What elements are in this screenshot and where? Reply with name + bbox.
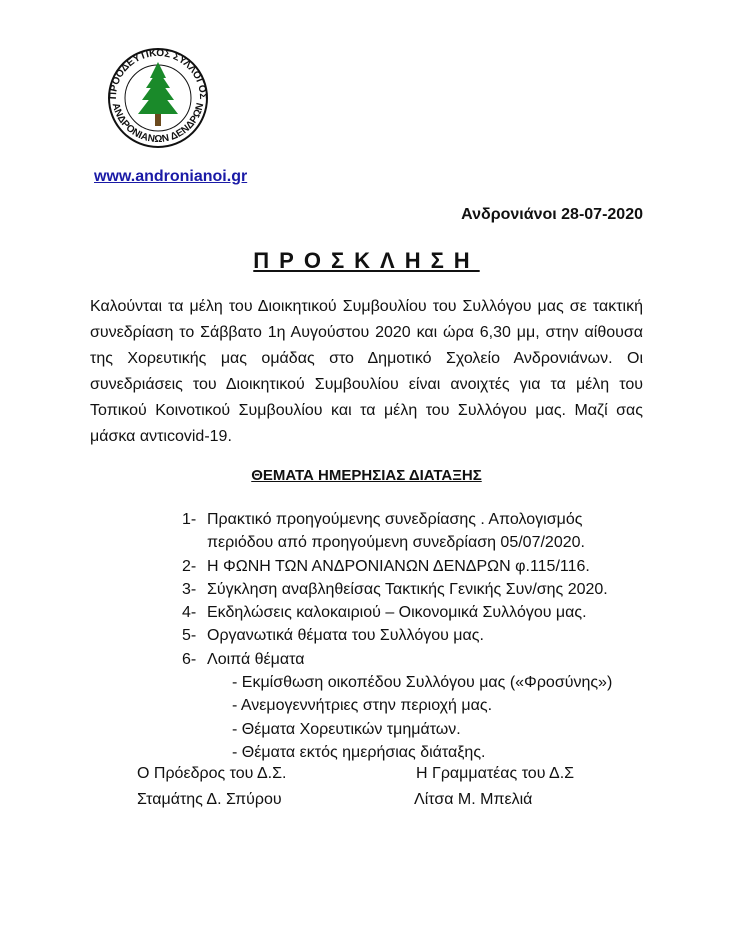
agenda-item-number: 5- [182, 627, 197, 645]
agenda-item-continuation: περιόδου από προηγούμενη συνεδρίαση 05/07/2020. [207, 534, 585, 552]
president-name: Σταμάτης Δ. Σπύρου [137, 791, 282, 808]
website-link[interactable]: www.andronianoi.gr [94, 168, 248, 185]
agenda-list [182, 508, 612, 764]
secretary-name: Λίτσα Μ. Μπελιά [414, 791, 533, 808]
president-role: Ο Πρόεδρος του Δ.Σ. [137, 765, 287, 782]
agenda-item-number: 6- [182, 650, 197, 668]
agenda-item-text: Σύγκληση αναβληθείσας Τακτικής Γενικής Συν/σης 2020. [207, 580, 608, 598]
agenda-item-text: Πρακτικό προηγούμενης συνεδρίασης . Απολογισμός [207, 511, 583, 528]
logo-top-text: ΠΡΟΟΔΕΥΤΙΚΟΣ ΣΥΛΛΟΓΟΣ [107, 47, 209, 100]
page-title: ΠΡΟΣΚΛΗΣΗ [253, 248, 480, 273]
agenda-heading: ΘΕΜΑΤΑ ΗΜΕΡΗΣΙΑΣ ΔΙΑΤΑΞΗΣ [251, 467, 482, 484]
tree-icon [138, 62, 178, 126]
association-logo [100, 44, 216, 148]
agenda-item-number: 3- [182, 580, 197, 598]
logo-seal-icon [100, 44, 216, 148]
agenda-item-text: Λοιπά θέματα [207, 650, 305, 668]
agenda-item-number: 1- [182, 511, 197, 528]
agenda-item [182, 508, 612, 555]
agenda-item-number: 4- [182, 604, 197, 622]
date-line: Ανδρονιάνοι 28-07-2020 [461, 206, 643, 223]
agenda-item-number: 2- [182, 557, 197, 575]
agenda-item [182, 624, 612, 647]
agenda-item-text: Εκδηλώσεις καλοκαιριού – Οικονομικά Συλλόγου μας. [207, 604, 587, 622]
agenda-item-text: Οργανωτικά θέματα του Συλλόγου μας. [207, 627, 484, 645]
agenda-item [182, 555, 612, 578]
agenda-subitem: - Θέματα εκτός ημερήσιας διάταξης. [232, 743, 486, 761]
secretary-role: Η Γραμματέας του Δ.Σ [416, 765, 575, 782]
agenda-subitem: - Θέματα Χορευτικών τμημάτων. [232, 720, 461, 738]
intro-paragraph: Καλούνται τα μέλη του Διοικητικού Συμβουλίου του Συλλόγου μας σε τακτική συνεδρίαση το Σάββατο 1η Αυγούστου 2020 και ώρα 6,30 μμ, στην αίθουσα της Χορευτικής μας ομάδας στο Δημοτικό Σχολείο Ανδρονιάνων. Οι συνεδριάσεις του Διοικητικού Συμβουλίου είναι ανοιχτές για τα μέλη του Τοπικού Κοινοτικού Συμβουλίου και τα μέλη του Συλλόγου μας. Μαζί σας μάσκα αντιcovid-19. [90, 298, 643, 445]
agenda-subitem: - Ανεμογεννήτριες στην περιοχή μας. [232, 697, 493, 715]
agenda-item [182, 601, 612, 624]
agenda-item [182, 578, 612, 601]
logo-bottom-text: ΑΝΔΡΟΝΙΑΝΩΝ ΔΕΝΔΡΩΝ [109, 101, 207, 146]
agenda-subitem: - Εκμίσθωση οικοπέδου Συλλόγου μας («Φροσύνης») [232, 674, 613, 692]
agenda-item [182, 648, 612, 764]
agenda-item-text: Η ΦΩΝΗ ΤΩΝ ΑΝΔΡΟΝΙΑΝΩΝ ΔΕΝΔΡΩΝ φ.115/116. [207, 557, 590, 575]
